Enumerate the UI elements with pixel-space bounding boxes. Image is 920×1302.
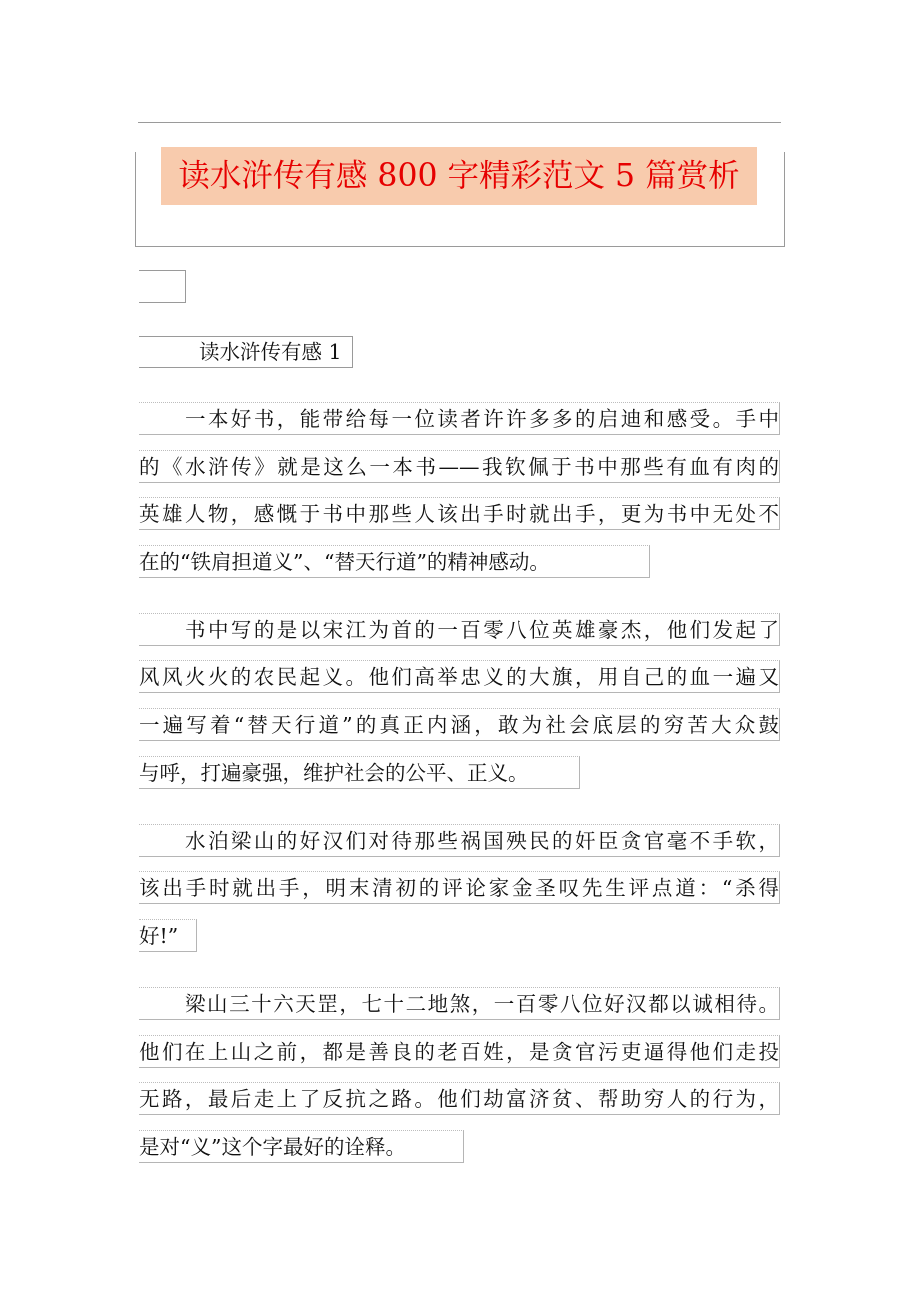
paragraph-1-line-2: 的《水浒传》就是这么一本书——我钦佩于书中那些有血有肉的 <box>139 450 780 483</box>
header-rule <box>138 122 781 123</box>
paragraph-2-line-4: 与呼，打遍豪强，维护社会的公平、正义。 <box>139 756 580 789</box>
paragraph-2-line-2: 风风火火的农民起义。他们高举忠义的大旗，用自己的血一遍又 <box>139 660 780 693</box>
paragraph-3-line-2: 该出手时就出手，明末清初的评论家金圣叹先生评点道：“杀得 <box>139 871 780 904</box>
paragraph-2-line-1: 书中写的是以宋江为首的一百零八位英雄豪杰，他们发起了 <box>139 613 780 646</box>
paragraph-4-line-4: 是对“义”这个字最好的诠释。 <box>139 1130 464 1163</box>
paragraph-4-line-1: 梁山三十六天罡，七十二地煞，一百零八位好汉都以诚相待。 <box>139 987 780 1020</box>
paragraph-3-line-1: 水泊梁山的好汉们对待那些祸国殃民的奸臣贪官毫不手软， <box>139 824 780 857</box>
paragraph-4-line-3: 无路，最后走上了反抗之路。他们劫富济贫、帮助穷人的行为， <box>139 1082 780 1115</box>
empty-text-frame <box>139 270 186 303</box>
paragraph-3-line-3: 好!” <box>139 919 197 952</box>
section-heading: 读水浒传有感 1 <box>139 336 353 368</box>
paragraph-1-line-1: 一本好书，能带给每一位读者许许多多的启迪和感受。手中 <box>139 402 780 435</box>
paragraph-2-line-3: 一遍写着“替天行道”的真正内涵，敢为社会底层的穷苦大众鼓 <box>139 708 780 741</box>
paragraph-1-line-3: 英雄人物，感慨于书中那些人该出手时就出手，更为书中无处不 <box>139 497 780 530</box>
document-title: 读水浒传有感 800 字精彩范文 5 篇赏析 <box>161 147 757 205</box>
paragraph-4-line-2: 他们在上山之前，都是善良的老百姓，是贪官污吏逼得他们走投 <box>139 1035 780 1068</box>
paragraph-1-line-4: 在的“铁肩担道义”、“替天行道”的精神感动。 <box>139 545 650 578</box>
